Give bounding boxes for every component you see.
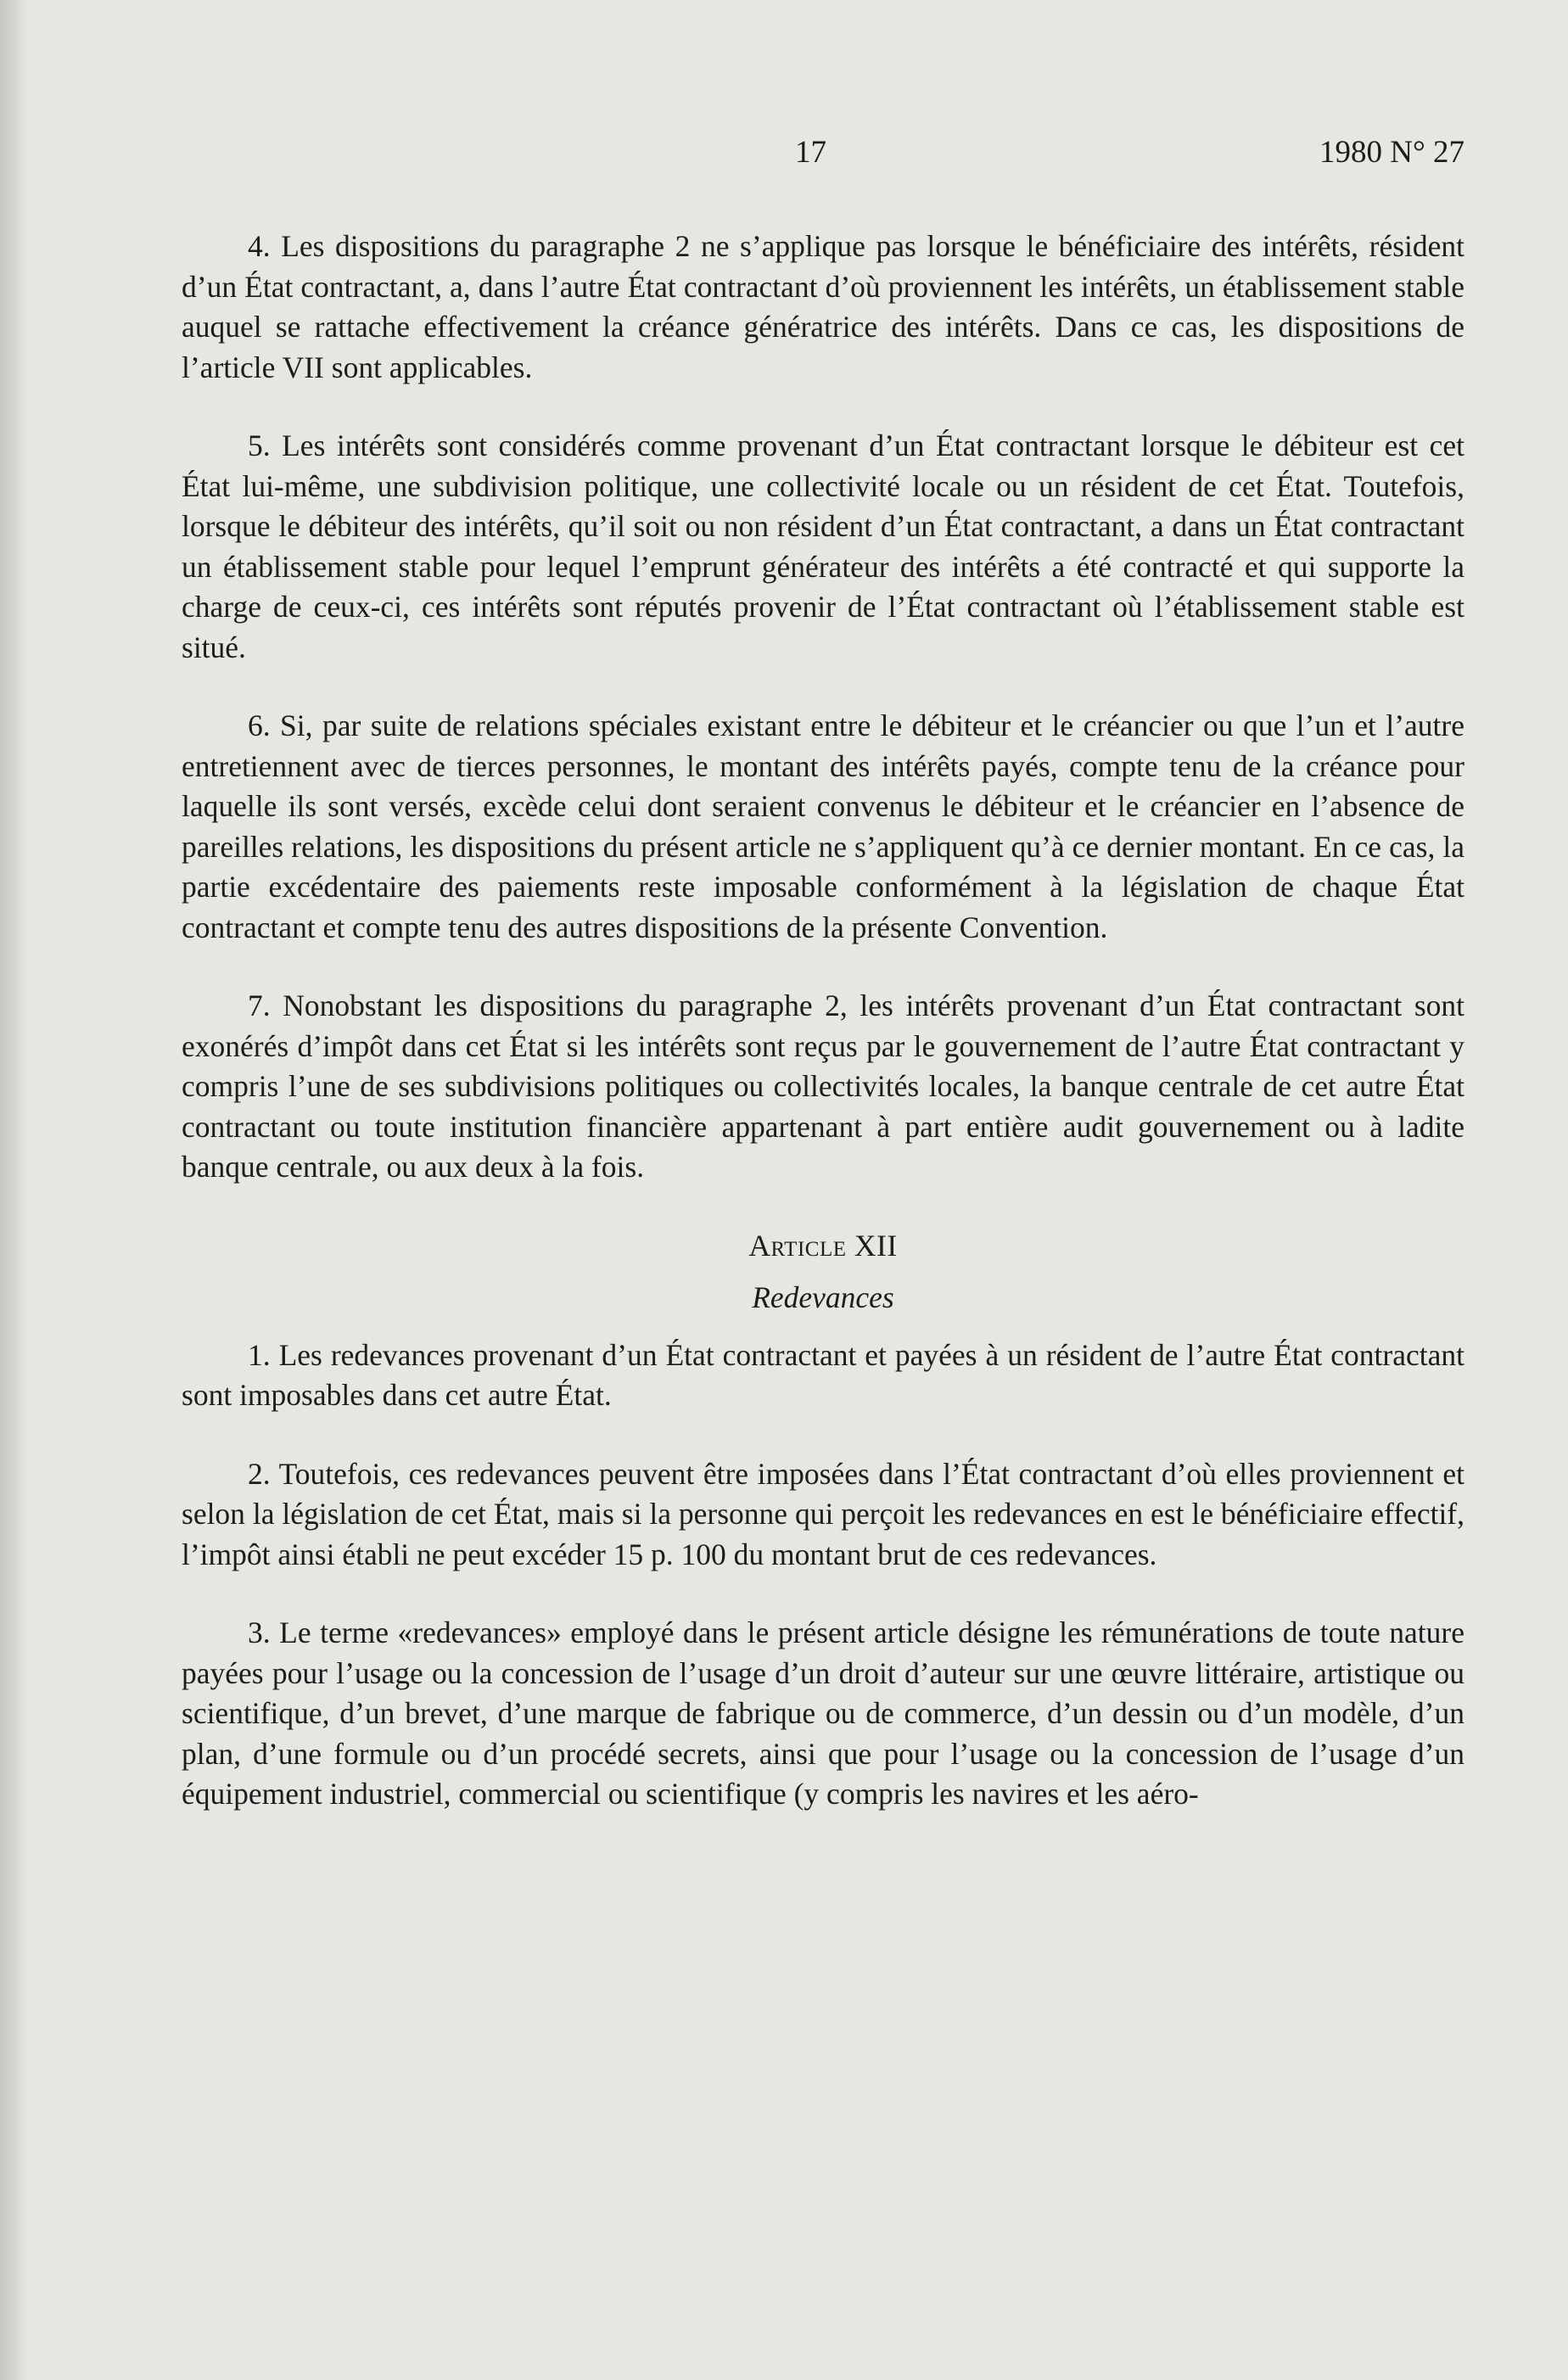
article-heading: Article XII [748, 1228, 898, 1263]
article-paragraph-1: 1. Les redevances provenant d’un État contractant et payées à un résident de l’autre État contractant sont imposables dans cet autre État. [182, 1337, 1464, 1412]
page-header [182, 134, 1464, 176]
document-reference: 1980 N° 27 [1319, 135, 1464, 170]
page-body [182, 227, 1464, 1853]
paragraph-5: 5. Les intérêts sont considérés comme provenant d’un État contractant lorsque le débiteur est cet État lui-même, une subdivision politique, une collectivité locale ou un résident de cet État. Toutefois, lorsque le débiteur des intérêts, qu’il soit ou non résident d’un État contractant, a dans un État contractant un établissement stable pour lequel l’emprunt générateur des intérêts a été contracté et qui supporte la charge de ceux-ci, ces intérêts sont réputés provenir de l’État contractant où l’établissement stable est situé. [182, 428, 1464, 664]
binding-shadow [0, 0, 25, 2380]
page-number: 17 [795, 135, 826, 170]
article-subtitle: Redevances [752, 1280, 894, 1314]
paragraph-6: 6. Si, par suite de relations spéciales existant entre le débiteur et le créancier ou que l’un et l’autre entretiennent avec de tierces personnes, le montant des intérêts payés, compte tenu de la créance pour laquelle ils sont versés, excède celui dont seraient convenus le débiteur et le créancier en l’absence de pareilles relations, les dispositions du présent article ne s’appliquent qu’à ce dernier montant. En ce cas, la partie excédentaire des paiements reste imposable conformément à la législation de chaque État contractant et compte tenu des autres dispositions de la présente Convention. [182, 708, 1464, 944]
article-paragraph-3: 3. Le terme «redevances» employé dans le présent article désigne les rémunérations de toute nature payées pour l’usage ou la concession de l’usage d’un droit d’auteur sur une œuvre littéraire, artistique ou scientifique, d’un brevet, d’une marque de fabrique ou de commerce, d’un dessin ou d’un modèle, d’un plan, d’une formule ou d’un procédé secrets, ainsi que pour l’usage ou la concession de l’usage d’un équipement industriel, commercial ou scientifique (y compris les navires et les aéro- [182, 1616, 1464, 1811]
paragraph-7: 7. Nonobstant les dispositions du paragraphe 2, les intérêts provenant d’un État contractant sont exonérés d’impôt dans cet État si les intérêts sont reçus par le gouvernement de l’autre État contractant y compris l’une de ses subdivisions politiques ou collectivités locales, la banque centrale de cet autre État contractant ou toute institution financière appartenant à part entière audit gouvernement ou à ladite banque centrale, ou aux deux à la fois. [182, 988, 1464, 1184]
paragraph-4: 4. Les dispositions du paragraphe 2 ne s’applique pas lorsque le bénéficiaire des intérêts, résident d’un État contractant, a, dans l’autre État contractant d’où proviennent les intérêts, un établissement stable auquel se rattache effectivement la créance génératrice des intérêts. Dans ce cas, les dispositions de l’article VII sont applicables. [182, 229, 1464, 384]
article-paragraph-2: 2. Toutefois, ces redevances peuvent être imposées dans l’État contractant d’où elles proviennent et selon la législation de cet État, mais si la personne qui perçoit les redevances en est le bénéficiaire effectif, l’impôt ainsi établi ne peut excéder 15 p. 100 du montant brut de ces redevances. [182, 1456, 1464, 1571]
